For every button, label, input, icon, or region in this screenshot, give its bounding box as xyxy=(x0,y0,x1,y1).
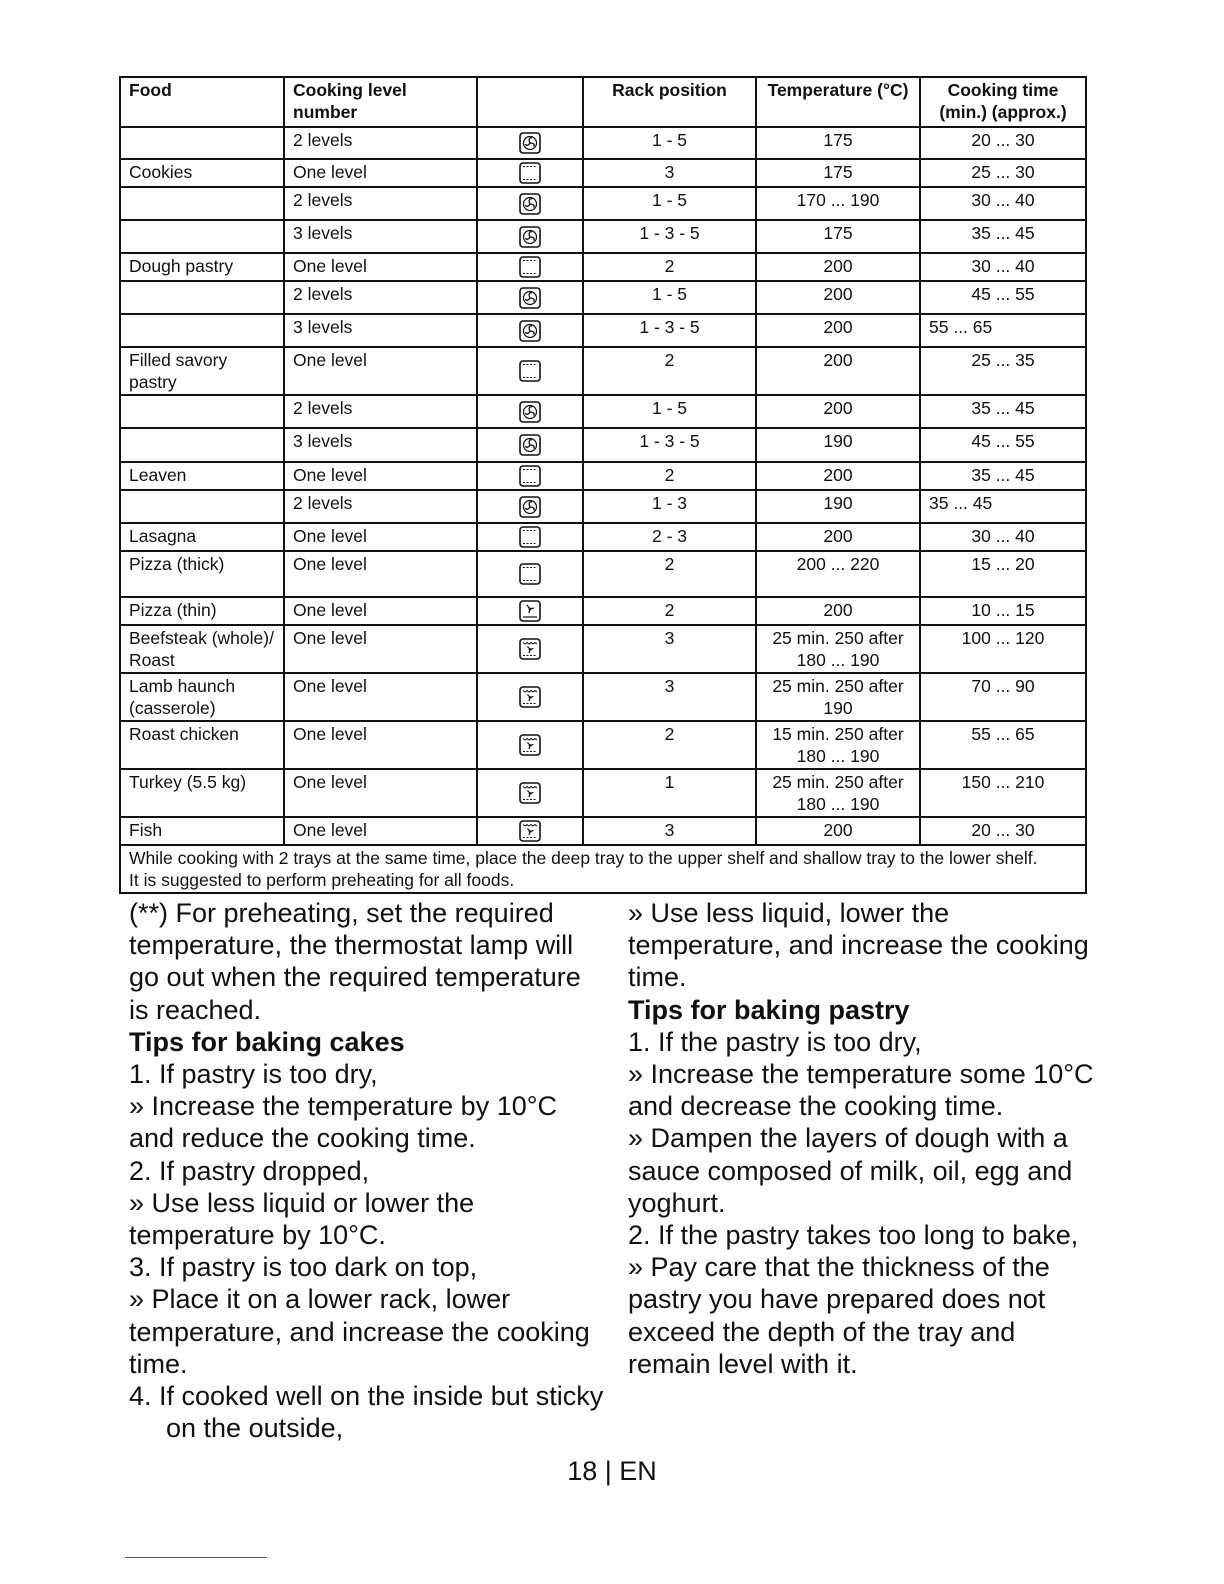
pastry-tip-2: 2. If the pastry takes too long to bake, xyxy=(628,1220,1079,1251)
table-row xyxy=(120,462,1086,490)
cooking-time-cell: 100 ... 120 xyxy=(920,625,1086,673)
rack-position-cell: 2 xyxy=(583,462,756,490)
mode-cell xyxy=(477,159,583,187)
table-row xyxy=(120,159,1086,187)
cooking-level-cell: 2 levels xyxy=(284,127,477,159)
temperature-cell: 200 xyxy=(756,347,920,395)
rack-position-cell: 2 xyxy=(583,551,756,597)
mode-cell xyxy=(477,625,583,673)
pastry-tip-1: 1. If the pastry is too dry, xyxy=(628,1026,922,1057)
mode-cell xyxy=(477,314,583,347)
note-trays: While cooking with 2 trays at the same time, place the deep tray to the upper shelf and shallow tray to the lower shelf. xyxy=(129,848,1038,868)
mode-cell xyxy=(477,220,583,253)
header-cooking-time: Cooking time (min.) (approx.) xyxy=(920,77,1086,127)
food-cell xyxy=(120,314,284,347)
fan-icon xyxy=(478,434,582,456)
food-cell: Lasagna xyxy=(120,523,284,551)
cooking-time-cell: 45 ... 55 xyxy=(920,428,1086,462)
mode-cell xyxy=(477,769,583,817)
static-heat-icon xyxy=(478,465,582,487)
mode-cell xyxy=(477,187,583,220)
temperature-cell: 170 ... 190 xyxy=(756,187,920,220)
fan-icon xyxy=(478,193,582,215)
table-row xyxy=(120,817,1086,845)
temperature-cell: 200 xyxy=(756,523,920,551)
left-column xyxy=(129,897,604,1444)
table-row xyxy=(120,769,1086,817)
food-cell: Turkey (5.5 kg) xyxy=(120,769,284,817)
table-note xyxy=(120,845,1086,893)
table-row xyxy=(120,127,1086,159)
food-cell: Fish xyxy=(120,817,284,845)
temperature-cell: 200 ... 220 xyxy=(756,551,920,597)
rack-position-cell: 2 xyxy=(583,721,756,769)
food-cell xyxy=(120,395,284,428)
cooking-level-cell: 3 levels xyxy=(284,220,477,253)
static-heat-icon xyxy=(478,162,582,184)
mode-cell xyxy=(477,673,583,721)
mode-cell xyxy=(477,428,583,462)
cooking-time-cell: 20 ... 30 xyxy=(920,817,1086,845)
table-row xyxy=(120,673,1086,721)
table-row xyxy=(120,281,1086,314)
cakes-heading: Tips for baking cakes xyxy=(129,1026,405,1057)
temperature-cell: 200 xyxy=(756,462,920,490)
food-cell xyxy=(120,220,284,253)
pastry-tip-1-action-a: » Increase the temperature some 10°C and decrease the cooking time. xyxy=(628,1059,1094,1122)
cooking-time-cell: 55 ... 65 xyxy=(920,721,1086,769)
fan-icon xyxy=(478,287,582,309)
fan-icon xyxy=(478,401,582,423)
rack-position-cell: 1 - 3 - 5 xyxy=(583,220,756,253)
temperature-cell: 200 xyxy=(756,253,920,281)
rack-position-cell: 2 - 3 xyxy=(583,523,756,551)
table-row xyxy=(120,490,1086,523)
pastry-tip-2-action: » Pay care that the thickness of the pastry you have prepared does not exceed the depth of the tray and remain level with it. xyxy=(628,1252,1050,1379)
cooking-table xyxy=(119,76,1087,894)
food-cell: Cookies xyxy=(120,159,284,187)
mode-cell xyxy=(477,523,583,551)
cooking-time-cell: 30 ... 40 xyxy=(920,523,1086,551)
mode-cell xyxy=(477,127,583,159)
cooking-level-cell: One level xyxy=(284,597,477,625)
temperature-cell: 200 xyxy=(756,314,920,347)
cooking-time-cell: 10 ... 15 xyxy=(920,597,1086,625)
cake-tip-2-action: » Use less liquid or lower the temperature by 10°C. xyxy=(129,1187,475,1251)
cooking-level-cell: One level xyxy=(284,551,477,597)
cooking-level-cell: One level xyxy=(284,625,477,673)
header-cooking-level: Cooking level number xyxy=(284,77,477,127)
cooking-time-cell: 30 ... 40 xyxy=(920,187,1086,220)
mode-cell xyxy=(477,462,583,490)
bottom-heat-fan-icon xyxy=(478,600,582,622)
cake-tip-1-action: » Increase the temperature by 10°C and reduce the cooking time. xyxy=(129,1091,558,1154)
cooking-level-cell: One level xyxy=(284,523,477,551)
header-food: Food xyxy=(120,77,284,127)
mode-cell xyxy=(477,490,583,523)
temperature-cell: 25 min. 250 after 180 ... 190 xyxy=(756,625,920,673)
rack-position-cell: 1 - 3 - 5 xyxy=(583,314,756,347)
cooking-time-cell: 25 ... 30 xyxy=(920,159,1086,187)
rack-position-cell: 1 - 5 xyxy=(583,395,756,428)
mode-cell xyxy=(477,395,583,428)
table-row xyxy=(120,551,1086,597)
temperature-cell: 200 xyxy=(756,395,920,428)
cooking-time-cell: 70 ... 90 xyxy=(920,673,1086,721)
note-preheating: It is suggested to perform preheating for all foods. xyxy=(129,870,515,890)
mode-cell xyxy=(477,281,583,314)
cooking-level-cell: One level xyxy=(284,462,477,490)
mode-cell xyxy=(477,817,583,845)
cooking-level-cell: 2 levels xyxy=(284,187,477,220)
cooking-level-cell: One level xyxy=(284,673,477,721)
mode-cell xyxy=(477,721,583,769)
header-mode xyxy=(477,77,583,127)
mode-cell xyxy=(477,597,583,625)
rack-position-cell: 1 - 5 xyxy=(583,187,756,220)
cooking-level-cell: 2 levels xyxy=(284,490,477,523)
cooking-level-cell: One level xyxy=(284,817,477,845)
rack-position-cell: 3 xyxy=(583,625,756,673)
rack-position-cell: 2 xyxy=(583,597,756,625)
rack-position-cell: 3 xyxy=(583,159,756,187)
rack-position-cell: 2 xyxy=(583,347,756,395)
temperature-cell: 200 xyxy=(756,597,920,625)
mode-cell xyxy=(477,551,583,597)
food-cell xyxy=(120,490,284,523)
temperature-cell: 175 xyxy=(756,159,920,187)
static-heat-icon xyxy=(478,563,582,585)
grill-fan-icon xyxy=(478,734,582,756)
cooking-time-cell: 35 ... 45 xyxy=(920,462,1086,490)
rack-position-cell: 1 xyxy=(583,769,756,817)
table-row xyxy=(120,253,1086,281)
temperature-cell: 15 min. 250 after 180 ... 190 xyxy=(756,721,920,769)
static-heat-icon xyxy=(478,526,582,548)
cooking-time-cell: 45 ... 55 xyxy=(920,281,1086,314)
header-temperature: Temperature (°C) xyxy=(756,77,920,127)
food-cell: Dough pastry xyxy=(120,253,284,281)
food-cell xyxy=(120,187,284,220)
food-cell: Leaven xyxy=(120,462,284,490)
cooking-level-cell: 2 levels xyxy=(284,395,477,428)
header-rack-position: Rack position xyxy=(583,77,756,127)
rack-position-cell: 2 xyxy=(583,253,756,281)
cooking-time-cell: 15 ... 20 xyxy=(920,551,1086,597)
table-row xyxy=(120,395,1086,428)
cooking-time-cell: 55 ... 65 xyxy=(920,314,1086,347)
cooking-level-cell: 3 levels xyxy=(284,428,477,462)
cooking-time-cell: 30 ... 40 xyxy=(920,253,1086,281)
mode-cell xyxy=(477,253,583,281)
cake-tip-2: 2. If pastry dropped, xyxy=(129,1155,370,1186)
temperature-cell: 200 xyxy=(756,281,920,314)
cooking-level-cell: One level xyxy=(284,347,477,395)
cooking-time-cell: 35 ... 45 xyxy=(920,395,1086,428)
page-number: 18 | EN xyxy=(567,1456,657,1486)
grill-fan-icon xyxy=(478,638,582,660)
pastry-tip-1-action-b: » Dampen the layers of dough with a sauce composed of milk, oil, egg and yoghurt. xyxy=(628,1123,1073,1218)
food-cell: Pizza (thin) xyxy=(120,597,284,625)
temperature-cell: 175 xyxy=(756,220,920,253)
pastry-heading: Tips for baking pastry xyxy=(628,994,910,1025)
rack-position-cell: 1 - 3 - 5 xyxy=(583,428,756,462)
food-cell: Roast chicken xyxy=(120,721,284,769)
table-row xyxy=(120,523,1086,551)
food-cell: Pizza (thick) xyxy=(120,551,284,597)
table-row xyxy=(120,721,1086,769)
food-cell: Beefsteak (whole)/ Roast xyxy=(120,625,284,673)
rack-position-cell: 1 - 5 xyxy=(583,281,756,314)
cooking-level-cell: One level xyxy=(284,253,477,281)
cooking-time-cell: 20 ... 30 xyxy=(920,127,1086,159)
rack-position-cell: 1 - 5 xyxy=(583,127,756,159)
temperature-cell: 25 min. 250 after 180 ... 190 xyxy=(756,769,920,817)
table-row xyxy=(120,220,1086,253)
cooking-time-cell: 25 ... 35 xyxy=(920,347,1086,395)
fan-icon xyxy=(478,320,582,342)
cake-tip-1: 1. If pastry is too dry, xyxy=(129,1059,378,1090)
cooking-level-cell: One level xyxy=(284,769,477,817)
table-row xyxy=(120,347,1086,395)
cake-tip-4-action: » Use less liquid, lower the temperature, and increase the cooking time. xyxy=(628,898,1089,993)
grill-fan-icon xyxy=(478,820,582,842)
food-cell: Filled savory pastry xyxy=(120,347,284,395)
temperature-cell: 190 xyxy=(756,428,920,462)
grill-fan-icon xyxy=(478,686,582,708)
cooking-time-cell: 35 ... 45 xyxy=(920,220,1086,253)
food-cell: Lamb haunch (casserole) xyxy=(120,673,284,721)
cooking-level-cell: One level xyxy=(284,159,477,187)
temperature-cell: 190 xyxy=(756,490,920,523)
cake-tip-4: 4. If cooked well on the inside but sticky on the outside, xyxy=(129,1381,604,1444)
static-heat-icon xyxy=(478,360,582,382)
food-cell xyxy=(120,127,284,159)
rack-position-cell: 3 xyxy=(583,673,756,721)
temperature-cell: 25 min. 250 after 190 xyxy=(756,673,920,721)
fan-icon xyxy=(478,496,582,518)
table-row xyxy=(120,625,1086,673)
temperature-cell: 200 xyxy=(756,817,920,845)
cake-tip-3: 3. If pastry is too dark on top, xyxy=(129,1252,478,1283)
table-row xyxy=(120,428,1086,462)
rack-position-cell: 3 xyxy=(583,817,756,845)
food-cell xyxy=(120,281,284,314)
cooking-time-cell: 35 ... 45 xyxy=(920,490,1086,523)
fan-icon xyxy=(478,132,582,154)
mode-cell xyxy=(477,347,583,395)
footer-line xyxy=(125,1557,267,1558)
table-row xyxy=(120,187,1086,220)
cooking-level-cell: One level xyxy=(284,721,477,769)
table-body xyxy=(120,127,1086,845)
cake-tip-3-action: » Place it on a lower rack, lower temperature, and increase the cooking time. xyxy=(129,1284,590,1379)
food-cell xyxy=(120,428,284,462)
temperature-cell: 175 xyxy=(756,127,920,159)
cooking-time-cell: 150 ... 210 xyxy=(920,769,1086,817)
grill-fan-icon xyxy=(478,782,582,804)
static-heat-icon xyxy=(478,256,582,278)
cooking-level-cell: 2 levels xyxy=(284,281,477,314)
rack-position-cell: 1 - 3 xyxy=(583,490,756,523)
fan-icon xyxy=(478,226,582,248)
preheat-note: (**) For preheating, set the required temperature, the thermostat lamp will go out when the required temperature is reached. xyxy=(129,898,581,1025)
table-row xyxy=(120,314,1086,347)
right-column xyxy=(628,897,1098,1380)
table-row xyxy=(120,597,1086,625)
cooking-level-cell: 3 levels xyxy=(284,314,477,347)
